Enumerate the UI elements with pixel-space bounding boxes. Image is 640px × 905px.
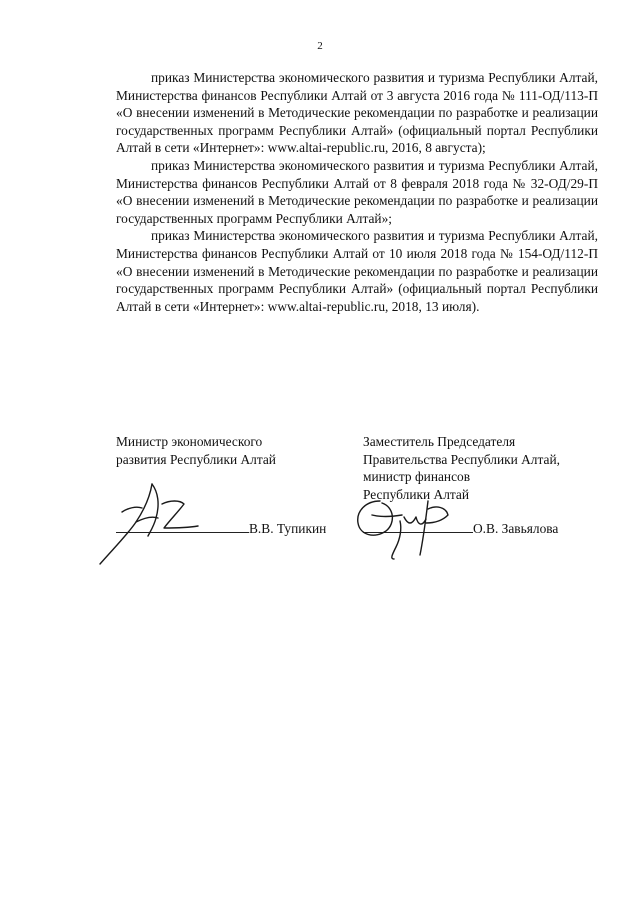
document-body [116,69,598,315]
left-signatory-name: В.В. Тупикин [249,521,327,536]
right-signatory-title [363,433,560,503]
page-number: 2 [317,40,323,52]
signature-blank [116,520,249,533]
left-signature-line [116,520,326,538]
right-title-line: Заместитель Председателя [363,434,516,449]
paragraph-order-2016: приказ Министерства экономического развития и туризма Республики Алтай, Министерства финансов Республики Алтай от 3 августа 2016 года № 111-ОД/113-П «О внесении изменений в Методические рекомендации по разработке и реализации государственных программ Республики Алтай» (официальный портал Республики Алтай в сети «Интернет»: www.altai-republic.ru, 2016, 8 августа); [116,70,598,156]
left-title-line: Министр экономического [116,434,263,449]
right-signatory-name: О.В. Завьялова [473,521,559,536]
right-title-line: Республики Алтай [363,486,470,502]
paragraph-order-2018-february: приказ Министерства экономического развития и туризма Республики Алтай, Министерства финансов Республики Алтай от 8 февраля 2018 года № 32-ОД/29-П «О внесении изменений в Методические рекомендации по разработке и реализации государственных программ Республики Алтай»; [116,157,598,226]
right-title-line: министр финансов [363,469,471,485]
right-title-line: Правительства Республики Алтай, [363,451,560,467]
left-signatory-title [116,433,276,468]
right-signature-line [363,520,558,538]
left-title-line: развития Республики Алтай [116,451,276,467]
signature-blank [363,520,473,533]
paragraph-order-2018-july: приказ Министерства экономического развития и туризма Республики Алтай, Министерства финансов Республики Алтай от 10 июля 2018 года № 154-ОД/112-П «О внесении изменений в Методические рекомендации по разработке и реализации государственных программ Республики Алтай» (официальный портал Республики Алтай в сети «Интернет»: www.altai-republic.ru, 2018, 13 июля). [116,228,598,314]
